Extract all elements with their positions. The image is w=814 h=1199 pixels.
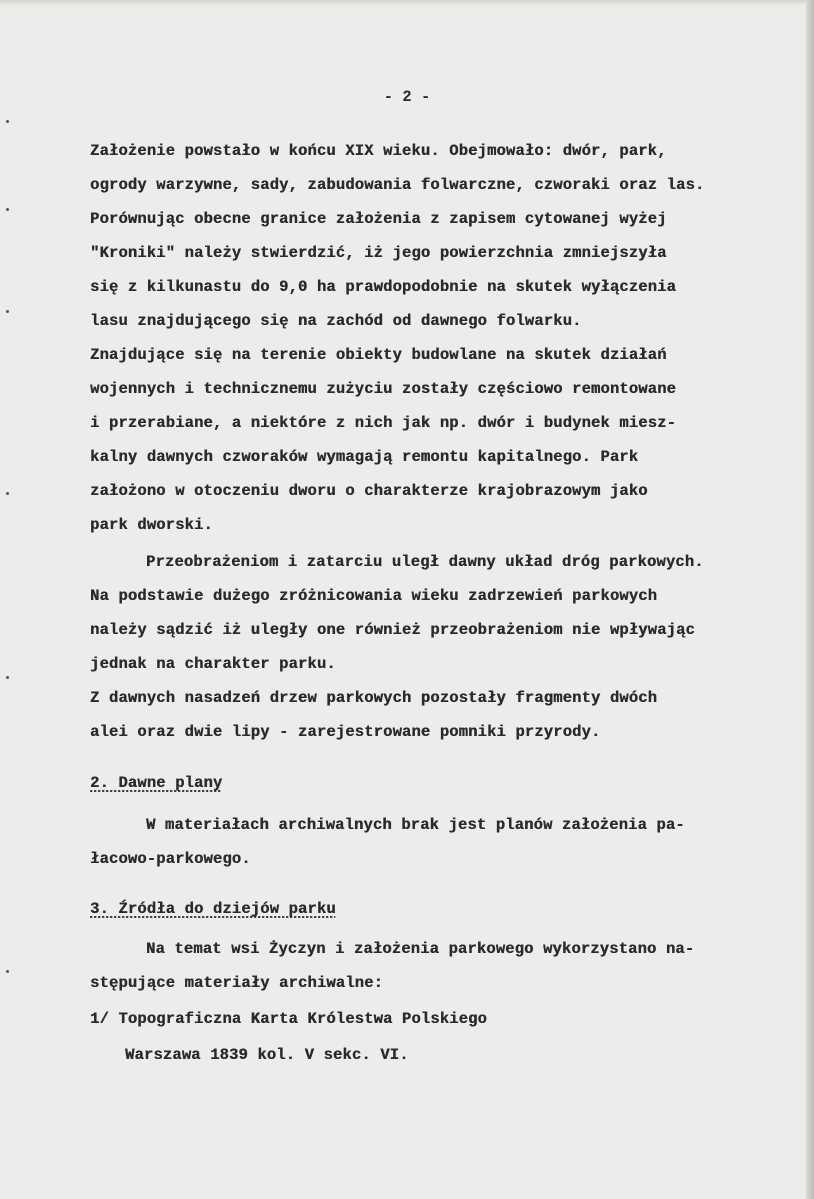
text-line: Na temat wsi Życzyn i założenia parkowego wykorzystano na- xyxy=(146,940,695,958)
margin-mark xyxy=(6,120,9,123)
margin-mark xyxy=(6,310,9,313)
margin-mark xyxy=(6,676,9,679)
section-heading: 3. Źródła do dziejów parku xyxy=(90,900,336,918)
text-line: Z dawnych nasadzeń drzew parkowych pozostały fragmenty dwóch xyxy=(90,689,658,707)
list-item-continuation: Warszawa 1839 kol. V sekc. VI. xyxy=(125,1046,409,1064)
text-line: ogrody warzywne, sady, zabudowania folwarczne, czworaki oraz las. xyxy=(90,176,705,194)
text-line: kalny dawnych czworaków wymagają remontu kapitalnego. Park xyxy=(90,448,639,466)
text-line: jednak na charakter parku. xyxy=(90,655,336,673)
text-line: Porównując obecne granice założenia z zapisem cytowanej wyżej xyxy=(90,210,667,228)
margin-mark xyxy=(6,970,9,973)
scan-top-edge xyxy=(0,0,814,6)
list-item: 1/ Topograficzna Karta Królestwa Polskiego xyxy=(90,1010,487,1028)
margin-mark xyxy=(6,492,9,495)
text-line: lasu znajdującego się na zachód od dawnego folwarku. xyxy=(90,312,582,330)
text-line: założono w otoczeniu dworu o charakterze krajobrazowym jako xyxy=(90,482,648,500)
margin-mark xyxy=(6,208,9,211)
text-line: Założenie powstało w końcu XIX wieku. Obejmowało: dwór, park, xyxy=(90,142,667,160)
text-line: wojennych i technicznemu zużyciu zostały częściowo remontowane xyxy=(90,380,676,398)
text-line: się z kilkunastu do 9,0 ha prawdopodobnie na skutek wyłączenia xyxy=(90,278,676,296)
text-line: stępujące materiały archiwalne: xyxy=(90,974,383,992)
text-line: W materiałach archiwalnych brak jest planów założenia pa- xyxy=(146,816,685,834)
text-line: Znajdujące się na terenie obiekty budowlane na skutek działań xyxy=(90,346,667,364)
text-line: "Kroniki" należy stwierdzić, iż jego powierzchnia zmniejszyła xyxy=(90,244,667,262)
text-line: należy sądzić iż uległy one również przeobrażeniom nie wpływając xyxy=(90,621,695,639)
scan-right-edge xyxy=(806,0,814,1199)
text-line: i przerabiane, a niektóre z nich jak np. dwór i budynek miesz- xyxy=(90,414,676,432)
text-line: Na podstawie dużego zróżnicowania wieku zadrzewień parkowych xyxy=(90,587,658,605)
text-line: Przeobrażeniom i zatarciu uległ dawny układ dróg parkowych. xyxy=(146,553,704,571)
text-line: łacowo-parkowego. xyxy=(90,850,251,868)
text-line: alei oraz dwie lipy - zarejestrowane pomniki przyrody. xyxy=(90,723,601,741)
section-heading: 2. Dawne plany xyxy=(90,774,223,792)
page-number: - 2 - xyxy=(383,88,431,106)
text-line: park dworski. xyxy=(90,516,213,534)
